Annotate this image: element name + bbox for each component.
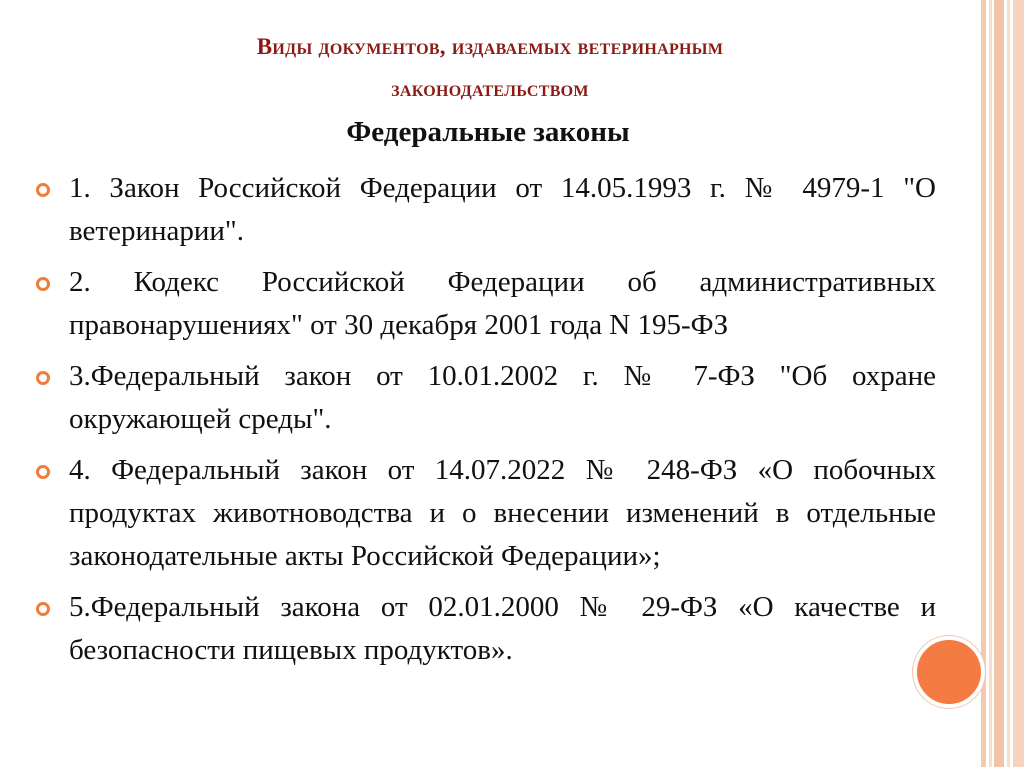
list-item-text: 2. Кодекс Российской Федерации об административных правонарушениях" от 30 декабря 2001 года N 195-ФЗ [69,266,936,341]
list-item [36,586,936,672]
decorative-stripe [1007,0,1010,767]
list-item-text: 5.Федеральный закона от 02.01.2000 № 29-ФЗ «О качестве и безопасности пищевых продуктов». [69,591,936,666]
decorative-stripe [981,0,986,767]
slide-title-line-1: Виды документов, издаваемых ветеринарным [256,34,724,59]
decorative-stripe [989,0,992,767]
section-heading: Федеральные законы [346,116,630,148]
decorative-stripe [1013,0,1024,767]
bullet-icon [36,277,50,291]
bullet-icon [36,602,50,616]
decorative-stripe [994,0,1004,767]
list-item-text: 1. Закон Российской Федерации от 14.05.1993 г. № 4979-1 "О ветеринарии". [69,172,936,247]
list-item [36,167,936,253]
list-item-text: 4. Федеральный закон от 14.07.2022 № 248-ФЗ «О побочных продуктах животноводства и о внесении изменений в отдельные законодательные акты Российской Федерации»; [69,454,936,572]
slide-title [80,26,900,110]
list-item [36,261,936,347]
bullet-icon [36,371,50,385]
bullet-icon [36,465,50,479]
slide-title-line-2: законодательством [391,76,589,101]
law-list [36,167,936,680]
list-item [36,355,936,441]
list-item [36,449,936,578]
list-item-text: 3.Федеральный закон от 10.01.2002 г. № 7-ФЗ "Об охране окружающей среды". [69,360,936,435]
bullet-icon [36,183,50,197]
